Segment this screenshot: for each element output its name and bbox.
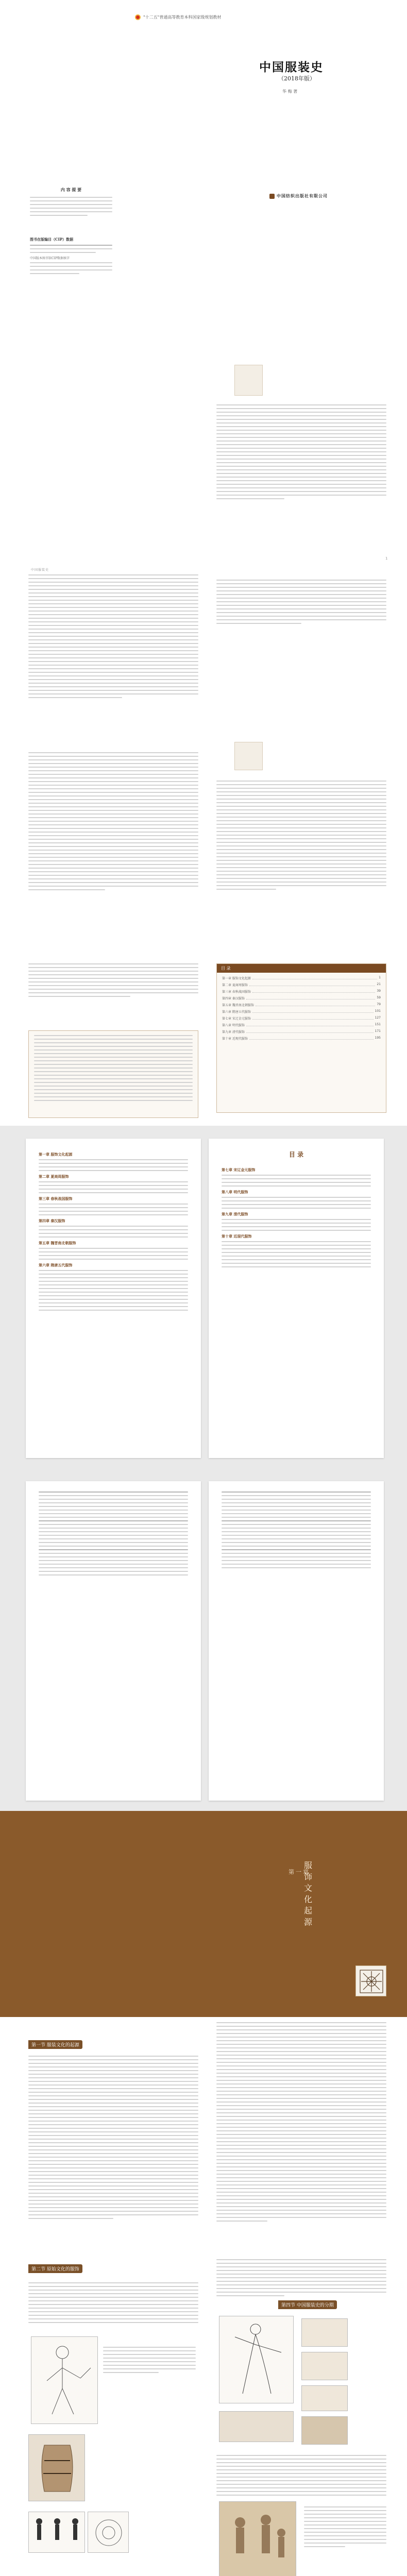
toc-spread — [0, 1126, 407, 1471]
toc-overview-box — [216, 963, 386, 1113]
toc-overview-row[interactable]: 第八章 明代服饰 151 — [222, 1023, 381, 1027]
book-title: 中国服装史 — [259, 60, 324, 74]
toc-overview-row[interactable]: 第四章 秦汉服饰 59 — [222, 996, 381, 1001]
publisher-icon — [269, 194, 275, 199]
section-one-text — [28, 2056, 198, 2222]
toc-page-right-2 — [209, 1481, 384, 1801]
badge-icon — [135, 14, 141, 20]
toc-overview-spread — [0, 958, 407, 1126]
copyright-spread — [0, 178, 407, 361]
toc-overview-row[interactable]: 第七章 宋辽金元服饰 127 — [222, 1016, 381, 1021]
toc-heading: 目 录 — [289, 1151, 304, 1158]
title-page — [0, 0, 407, 178]
chapter-emblem-icon — [355, 1965, 386, 1996]
figure-ornament-drawing — [88, 2512, 129, 2553]
body-text-left-2 — [28, 752, 198, 893]
section-one-heading: 第一节 服装文化的起源 — [28, 2040, 82, 2049]
section-one-spread — [0, 2017, 407, 2259]
series-banner: "十二五"普通高等教育本科国家级规划教材 — [135, 13, 221, 21]
section-three-heading-right: 第四节 中国服装史的分期 — [278, 2300, 337, 2309]
toc-overview-row[interactable]: 第二章 夏商周服饰 21 — [222, 982, 381, 987]
cip-title: 图书在版编目（CIP）数据 — [30, 237, 74, 242]
figure-silhouettes — [28, 2512, 85, 2553]
toc-overview-row[interactable]: 第一章 服饰文化起源 1 — [222, 976, 381, 980]
figure-artifact-5 — [301, 2416, 348, 2445]
summary-block — [30, 187, 112, 218]
figure-artifact-1 — [301, 2318, 348, 2347]
toc-page-left: 第一章 服饰文化起源 第二章 夏商周服饰 第三章 春秋战国服饰 第四章 秦汉服饰 第五章 魏晋南北朝服饰 第六章 隋唐五代服饰 — [26, 1139, 201, 1458]
toc-overview-row[interactable]: 第九章 清代服饰 171 — [222, 1029, 381, 1034]
preface-ornament-icon — [234, 365, 263, 396]
toc-overview-row[interactable]: 第五章 魏晋南北朝服饰 79 — [222, 1003, 381, 1007]
section-two-text-right — [216, 2259, 386, 2299]
toc-overview-row[interactable]: 第十章 近现代服饰 195 — [222, 1036, 381, 1041]
figure-artifact-3 — [301, 2385, 348, 2411]
section-two-heading: 第二节 原始文化的服饰 — [28, 2264, 82, 2273]
section-two-spread — [0, 2259, 407, 2576]
toc-overview-row[interactable]: 第六章 隋唐五代服饰 101 — [222, 1009, 381, 1014]
cip-block — [30, 237, 112, 277]
figure-artifact-2 — [301, 2352, 348, 2380]
toc-overview-row[interactable]: 第三章 春秋战国服饰 39 — [222, 989, 381, 994]
page-number: 1 — [385, 556, 388, 561]
book-author: 华 梅 著 — [282, 89, 298, 94]
cip-code: 中国版本图书馆CIP数据核字 — [30, 257, 70, 260]
section-two-text-right-2 — [216, 2455, 386, 2498]
figure-dancer-drawing — [219, 2316, 294, 2403]
figure-mural-photo — [219, 2501, 296, 2576]
chapter-label: 第一章 — [289, 1869, 310, 1875]
preface-text — [216, 404, 386, 502]
chapter-title: 服饰文化起源 — [304, 1860, 313, 1927]
figure-artifact-4 — [219, 2411, 294, 2442]
figure-figure-drawing — [31, 2336, 98, 2424]
section-ornament-icon — [234, 742, 263, 770]
publisher-logo: 中国纺织出版社有限公司 — [269, 193, 328, 199]
text-spread-1 — [0, 564, 407, 742]
book-edition: （2018年版） — [278, 75, 315, 82]
toc-page-left-2 — [26, 1481, 201, 1801]
body-text-left-3 — [28, 963, 198, 999]
preface-spread — [0, 361, 407, 564]
section-two-text-right-3 — [304, 2506, 386, 2550]
chapter-opener — [0, 1811, 407, 2017]
section-one-text-right — [216, 2022, 386, 2224]
summary-heading: 内 容 提 要 — [60, 187, 82, 192]
toc-overview-box-2 — [28, 1030, 198, 1118]
body-text-left — [28, 574, 198, 701]
toc-spread-2 — [0, 1471, 407, 1811]
running-head: 中国服装史 — [31, 568, 49, 572]
toc-overview-heading: 目 录 — [217, 964, 386, 973]
text-spread-2 — [0, 742, 407, 958]
body-text-right-2 — [216, 781, 386, 892]
figure-pottery-photo — [28, 2434, 85, 2501]
section-two-text — [28, 2282, 198, 2326]
toc-page-right: 目 录 第七章 宋辽金元服饰 第八章 明代服饰 第九章 清代服饰 第十章 近现代服饰 — [209, 1139, 384, 1458]
figure-caption-1 — [103, 2347, 196, 2376]
body-text-right — [216, 580, 386, 626]
